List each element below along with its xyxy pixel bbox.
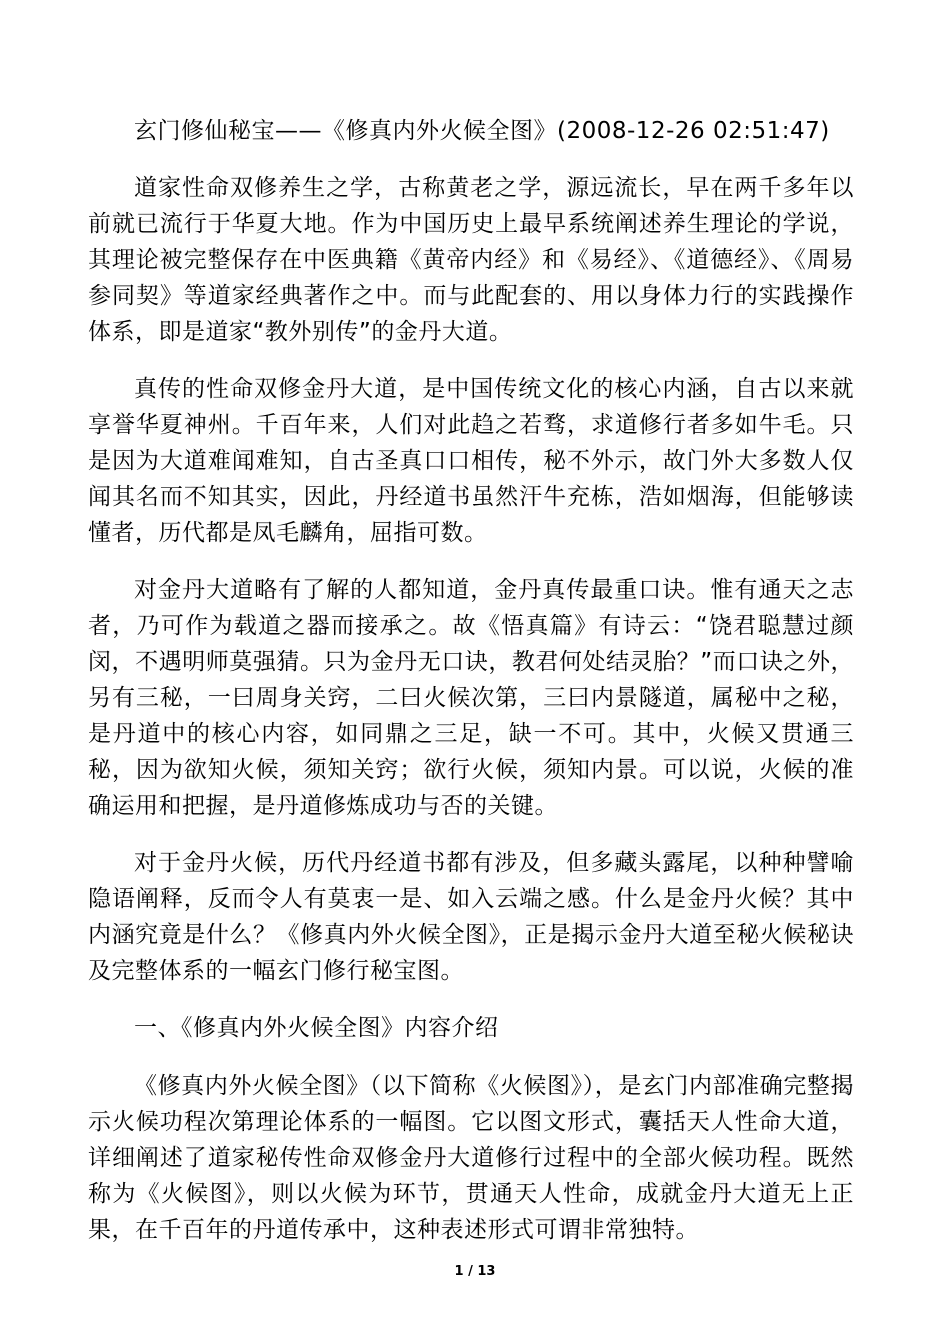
- section-heading: 一、《修真内外火候全图》内容介绍: [134, 1015, 499, 1041]
- page-number: 1 / 13: [454, 1264, 496, 1279]
- document-body: [88, 113, 854, 1269]
- document-title: 玄门修仙秘宝——《修真内外火候全图》(2008-12-26 02:51:47): [134, 118, 830, 144]
- paragraph-3: 对金丹大道略有了解的人都知道，金丹真传最重口诀。惟有通天之志者，乃可作为载道之器而接承之。故《悟真篇》有诗云：“饶君聪慧过颜闵，不遇明师莫强猜。只为金丹无口诀，教君何处结灵胎？”而口诀之外，另有三秘，一曰周身关窍，二曰火候次第，三曰内景隧道，属秘中之秘，是丹道中的核心内容，如同鼎之三足，缺一不可。其中，火候又贯通三秘，因为欲知火候，须知关窍；欲行火候，须知内景。可以说，火候的准确运用和把握，是丹道修炼成功与否的关键。: [88, 577, 854, 819]
- section-paragraph: 《修真内外火候全图》（以下简称《火候图》），是玄门内部准确完整揭示火候功程次第理论体系的一幅图。它以图文形式，囊括天人性命大道，详细阐述了道家秘传性命双修金丹大道修行过程中的全部火候功程。既然称为《火候图》，则以火候为环节，贯通天人性命，成就金丹大道无上正果，在千百年的丹道传承中，这种表述形式可谓非常独特。: [88, 1073, 854, 1243]
- paragraph-2: 真传的性命双修金丹大道，是中国传统文化的核心内涵，自古以来就享誉华夏神州。千百年来，人们对此趋之若骛，求道修行者多如牛毛。只是因为大道难闻难知，自古圣真口口相传，秘不外示，故门外大多数人仅闻其名而不知其实，因此，丹经道书虽然汗牛充栋，浩如烟海，但能够读懂者，历代都是凤毛麟角，屈指可数。: [88, 376, 854, 546]
- paragraph-4: 对于金丹火候，历代丹经道书都有涉及，但多藏头露尾，以种种譬喻隐语阐释，反而令人有莫衷一是、如入云端之感。什么是金丹火候？其中内涵究竟是什么？《修真内外火候全图》，正是揭示金丹大道至秘火候秘诀及完整体系的一幅玄门修行秘宝图。: [88, 850, 854, 984]
- paragraph-1: 道家性命双修养生之学，古称黄老之学，源远流长，早在两千多年以前就已流行于华夏大地。作为中国历史上最早系统阐述养生理论的学说，其理论被完整保存在中医典籍《黄帝内经》和《易经》、《道德经》、《周易参同契》等道家经典著作之中。而与此配套的、用以身体力行的实践操作体系，即是道家“教外别传”的金丹大道。: [88, 175, 854, 345]
